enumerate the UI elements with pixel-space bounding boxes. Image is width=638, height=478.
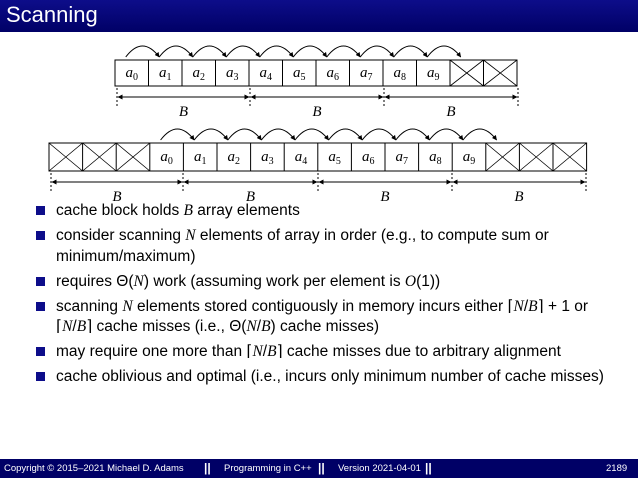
block-label: B	[380, 189, 390, 205]
array-element-label: $a_8$	[429, 149, 442, 167]
scan-arrow	[226, 46, 260, 57]
bullet-marker	[36, 302, 45, 311]
array-element-label: $a_4$	[294, 149, 308, 167]
scan-arrow	[360, 46, 394, 57]
array-element-label: $a_3$	[226, 65, 239, 83]
block-label: B	[178, 104, 189, 120]
bullet-item: cache block holds B array elements	[36, 201, 626, 222]
bullet-marker	[36, 347, 45, 356]
footer-copyright: Copyright © 2015–2021 Michael D. Adams	[4, 463, 184, 474]
array-element-label: $a_0$	[160, 149, 173, 167]
scan-arrow	[193, 46, 227, 57]
scan-arrow	[295, 129, 329, 140]
array-element-label: $a_1$	[159, 65, 172, 83]
array-element-label: $a_3$	[261, 149, 274, 167]
scan-arrow	[260, 46, 294, 57]
bullet-marker	[36, 231, 45, 240]
array-element-label: $a_9$	[427, 65, 440, 83]
bullet-marker	[36, 206, 45, 215]
array-element-label: $a_9$	[462, 149, 476, 167]
footer-version: Version 2021-04-01	[338, 463, 421, 474]
scan-arrow	[463, 129, 497, 140]
bullet-item: scanning N elements stored contiguously in memory incurs either ⌈N/B⌉ + 1 or ⌈N/B⌉ cache misses (i.e., Θ(N/B) cache misses)	[36, 297, 626, 338]
block-label: B	[312, 104, 322, 120]
scan-arrow	[126, 46, 160, 57]
array-element-label: $a_7$	[360, 65, 373, 83]
array-element-label: $a_1$	[193, 149, 207, 167]
footer-page-number: 2189	[606, 463, 628, 474]
array-element-label: $a_5$	[293, 65, 306, 83]
footer-separator: ||	[204, 461, 211, 475]
block-label: B	[514, 189, 524, 205]
scan-arrow	[427, 46, 461, 57]
array-element-label: $a_0$	[125, 65, 138, 83]
bullet-marker	[36, 372, 45, 381]
scan-arrow	[161, 129, 195, 140]
footer-course: Programming in C++	[224, 463, 312, 474]
scanning-diagram	[0, 36, 638, 205]
slide-title: Scanning	[6, 2, 98, 27]
array-element-label: $a_4$	[259, 65, 272, 83]
scan-arrow	[228, 129, 262, 140]
title-bar	[0, 0, 638, 32]
scan-arrow	[159, 46, 193, 57]
array-element-label: $a_6$	[361, 149, 375, 167]
footer-bar	[0, 459, 638, 478]
array-element-label: $a_5$	[328, 149, 341, 167]
block-label: B	[112, 189, 122, 205]
scan-arrow	[293, 46, 327, 57]
bullet-item: cache oblivious and optimal (i.e., incurs only minimum number of cache misses)	[36, 367, 626, 388]
footer-separator: ||	[425, 461, 432, 475]
block-label: B	[446, 104, 456, 120]
array-row-aligned	[115, 46, 518, 120]
scan-arrow	[394, 46, 428, 57]
bullet-item: may require one more than ⌈N/B⌉ cache misses due to arbitrary alignment	[36, 342, 626, 363]
array-element-label: $a_7$	[395, 149, 409, 167]
bullet-marker	[36, 277, 45, 286]
array-element-label: $a_8$	[393, 65, 406, 83]
scan-arrow	[429, 129, 463, 140]
footer-separator: ||	[318, 461, 325, 475]
array-element-label: $a_6$	[326, 65, 339, 83]
scan-arrow	[396, 129, 430, 140]
scan-arrow	[194, 129, 228, 140]
bullet-list	[36, 201, 626, 392]
bullet-item: consider scanning N elements of array in order (e.g., to compute sum or minimum/maximum)	[36, 226, 626, 267]
scan-arrow	[362, 129, 396, 140]
block-label: B	[245, 189, 256, 205]
scan-arrow	[327, 46, 361, 57]
array-element-label: $a_2$	[192, 65, 205, 83]
array-element-label: $a_2$	[227, 149, 241, 167]
bullet-item: requires Θ(N) work (assuming work per element is O(1))	[36, 272, 626, 293]
scan-arrow	[261, 129, 295, 140]
array-row-misaligned	[49, 129, 587, 205]
scan-arrow	[329, 129, 363, 140]
